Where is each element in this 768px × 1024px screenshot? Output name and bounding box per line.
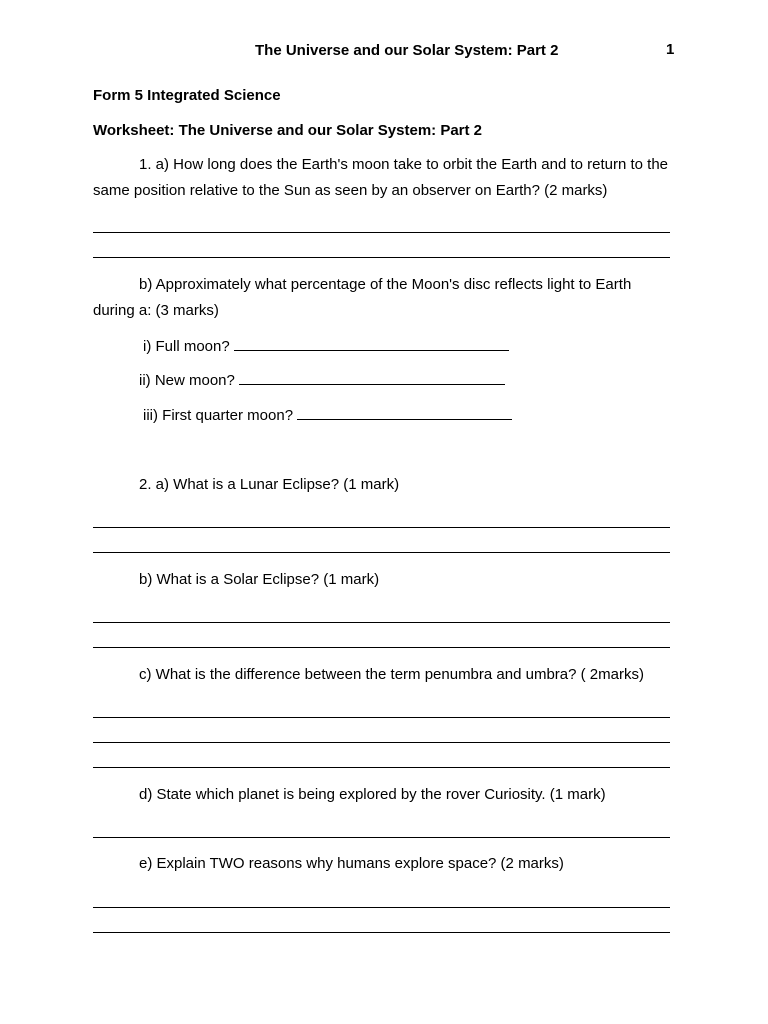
question-2e: e) Explain TWO reasons why humans explore space? (2 marks) (139, 855, 564, 872)
question-2c: c) What is the difference between the term penumbra and umbra? ( 2marks) (139, 666, 644, 683)
question-1b-ii-row (139, 370, 505, 391)
answer-line[interactable] (93, 552, 670, 553)
page-header-title: The Universe and our Solar System: Part 2 (255, 42, 559, 59)
answer-line[interactable] (93, 837, 670, 838)
answer-line[interactable] (93, 932, 670, 933)
answer-line[interactable] (93, 767, 670, 768)
answer-blank[interactable] (297, 405, 512, 420)
question-2a: 2. a) What is a Lunar Eclipse? (1 mark) (139, 476, 400, 493)
question-1b-ii: ii) New moon? (139, 372, 235, 389)
question-1b-i: i) Full moon? (143, 338, 230, 355)
page-number: 1 (666, 41, 675, 58)
question-1b: b) Approximately what percentage of the Moon's disc reflects light to Earth during a: (3 marks) (93, 276, 632, 319)
answer-blank[interactable] (234, 336, 509, 351)
question-1b-i-row (143, 336, 509, 357)
answer-line[interactable] (93, 647, 670, 648)
answer-line[interactable] (93, 622, 670, 623)
question-1a: 1. a) How long does the Earth's moon take to orbit the Earth and to return to the same position relative to the Sun as seen by an observer on Earth? (2 marks) (93, 156, 669, 199)
question-2d: d) State which planet is being explored by the rover Curiosity. (1 mark) (139, 786, 606, 803)
answer-line[interactable] (93, 527, 670, 528)
question-1b-iii: iii) First quarter moon? (143, 407, 294, 424)
answer-line[interactable] (93, 742, 670, 743)
question-2b: b) What is a Solar Eclipse? (1 mark) (139, 571, 380, 588)
worksheet-title: Worksheet: The Universe and our Solar System: Part 2 (93, 122, 483, 139)
answer-line[interactable] (93, 907, 670, 908)
answer-line[interactable] (93, 717, 670, 718)
course-name: Form 5 Integrated Science (93, 87, 281, 104)
answer-blank[interactable] (239, 370, 505, 385)
answer-line[interactable] (93, 232, 670, 233)
answer-line[interactable] (93, 257, 670, 258)
question-1b-iii-row (143, 405, 512, 426)
